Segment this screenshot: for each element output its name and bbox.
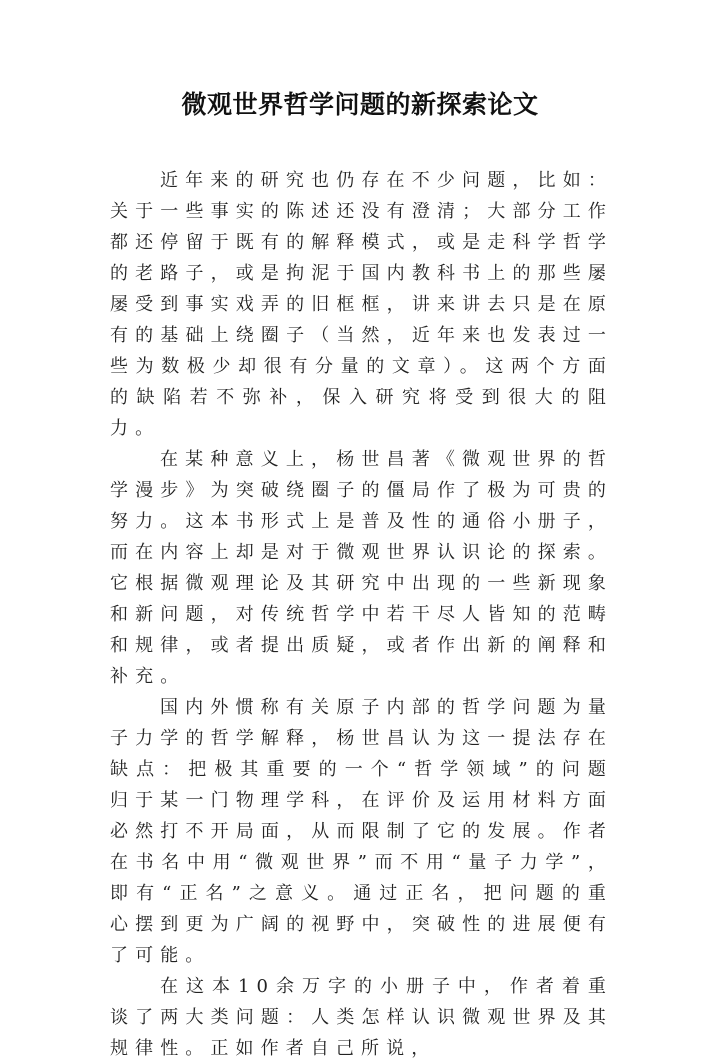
paragraph-4: 在这本10余万字的小册子中，作者着重谈了两大类问题：人类怎样认识微观世界及其规律性。正如作者自己所说， [110, 976, 613, 1059]
document-title: 微观世界哲学问题的新探索论文 [181, 90, 539, 119]
document-body [110, 165, 613, 1064]
paragraph-1: 近年来的研究也仍存在不少问题，比如：关于一些事实的陈述还没有澄清；大部分工作都还停留于既有的解释模式，或是走科学哲学的老路子，或是拘泥于国内教科书上的那些屡屡受到事实戏弄的旧框框，讲来讲去只是在原有的基础上绕圈子（当然，近年来也发表过一些为数极少却很有分量的文章）。这两个方面的缺陷若不弥补，保入研究将受到很大的阻力。 [110, 170, 613, 439]
paragraph-2: 在某种意义上，杨世昌著《微观世界的哲学漫步》为突破绕圈子的僵局作了极为可贵的努力。这本书形式上是普及性的通俗小册子，而在内容上却是对于微观世界认识论的探索。它根据微观理论及其研究中出现的一些新现象和新问题，对传统哲学中若干尽人皆知的范畴和规律，或者提出质疑，或者作出新的阐释和补充。 [110, 449, 613, 687]
paragraph-3: 国内外惯称有关原子内部的哲学问题为量子力学的哲学解释，杨世昌认为这一提法存在缺点：把极其重要的一个“哲学领域”的问题归于某一门物理学科，在评价及运用材料方面必然打不开局面，从而限制了它的发展。作者在书名中用“微观世界”而不用“量子力学”，即有“正名”之意义。通过正名，把问题的重心摆到更为广阔的视野中，突破性的进展便有了可能。 [110, 697, 613, 966]
